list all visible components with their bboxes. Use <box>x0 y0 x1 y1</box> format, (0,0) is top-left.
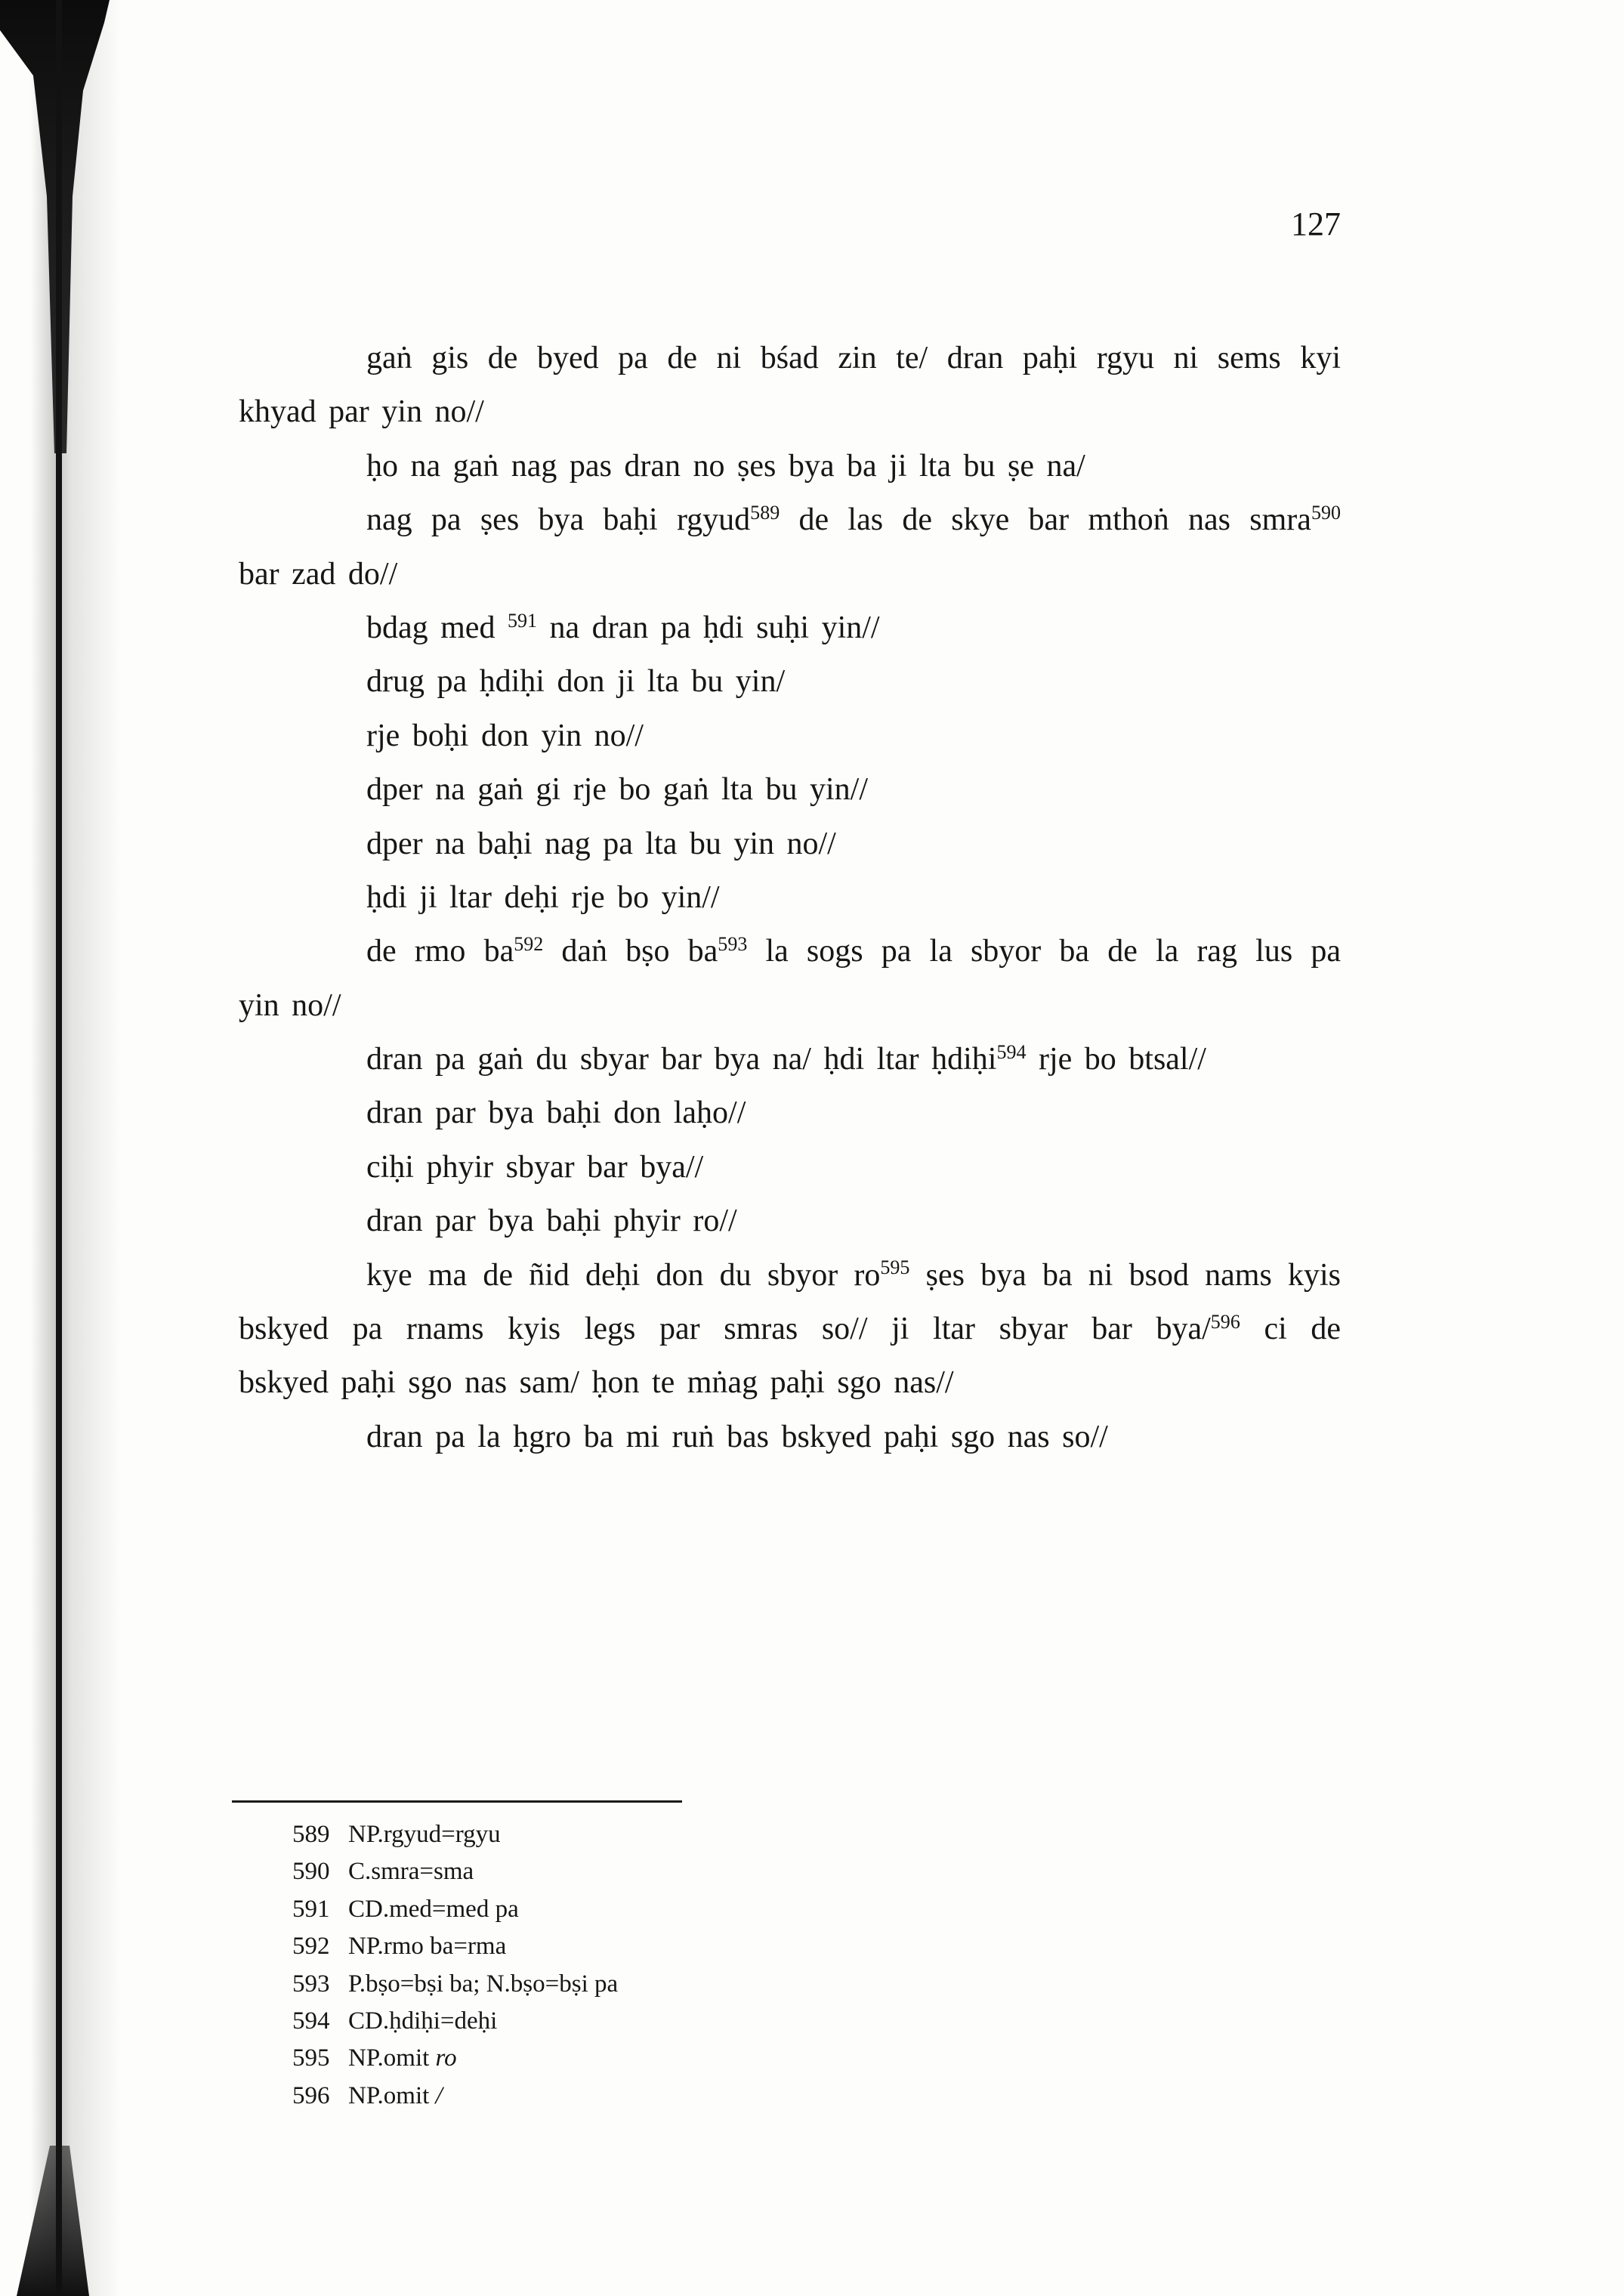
footnote-number: 591 <box>292 1895 330 1923</box>
footnote-divider <box>232 1800 682 1803</box>
footnote-ref: 590 <box>1311 501 1341 524</box>
text-line <box>239 548 1341 601</box>
text-line <box>239 709 1341 763</box>
text-segment: ḥo na gaṅ nag pas dran no ṣes bya ba ji lta bu ṣe na/ <box>366 448 1085 484</box>
footnote-number: 590 <box>292 1858 330 1886</box>
text-line <box>239 440 1341 493</box>
footnote-text: NP.rgyud=rgyu <box>348 1821 501 1848</box>
text-segment: yin no// <box>239 987 341 1023</box>
text-segment: na dran pa ḥdi suḥi yin// <box>537 610 880 645</box>
footnote-text-italic: / <box>435 2081 443 2109</box>
binding-gutter-line <box>56 0 62 2296</box>
footnote-number: 592 <box>292 1933 330 1961</box>
text-segment: dran pa la ḥgro ba mi ruṅ bas bskyed paḥi sgo nas so// <box>366 1419 1108 1454</box>
footnote-number: 589 <box>292 1821 330 1848</box>
text-segment: ci de <box>1240 1312 1341 1347</box>
text-line <box>239 601 1341 655</box>
footnote-item <box>292 1816 897 1853</box>
text-line <box>239 1249 1341 1303</box>
footnote-ref: 592 <box>514 932 544 955</box>
footnote-item <box>292 2078 897 2115</box>
text-segment: bskyed pa rnams kyis legs par smras so// ji ltar sbyar bar bya/ <box>239 1312 1211 1347</box>
text-segment: dper na baḥi nag pa lta bu yin no// <box>366 826 836 861</box>
footnote-text <box>348 2078 443 2115</box>
footnote-number: 595 <box>292 2044 330 2072</box>
footnote-ref: 595 <box>880 1256 910 1279</box>
footnote-item <box>292 1853 897 1890</box>
footnote-number: 594 <box>292 2007 330 2035</box>
text-line <box>239 925 1341 978</box>
body-text <box>239 332 1341 1464</box>
text-line <box>239 1194 1341 1248</box>
text-line <box>239 1356 1341 1410</box>
footnote-text: CD.ḥdiḥi=deḥi <box>348 2007 498 2035</box>
text-segment: kye ma de ñid deḥi don du sbyor ro <box>366 1257 881 1293</box>
text-line <box>239 655 1341 709</box>
text-segment: dran par bya baḥi don laḥo// <box>366 1095 746 1131</box>
footnote-text-plain: NP.omit <box>348 2081 436 2109</box>
footnote-text: P.bṣo=bṣi ba; N.bṣo=bṣi pa <box>348 1970 619 1998</box>
text-line <box>239 385 1341 439</box>
footnote-item <box>292 2040 897 2077</box>
text-segment: khyad par yin no// <box>239 394 484 430</box>
footnote-number: 593 <box>292 1970 330 1998</box>
text-segment: ciḥi phyir sbyar bar bya// <box>366 1149 704 1185</box>
footnote-ref: 591 <box>507 609 537 632</box>
text-line <box>239 1141 1341 1194</box>
text-line <box>239 1303 1341 1356</box>
text-segment: la sogs pa la sbyor ba de la rag lus pa <box>747 934 1341 969</box>
text-line <box>239 763 1341 817</box>
footnote-text: NP.rmo ba=rma <box>348 1933 507 1961</box>
text-segment: ḥdi ji ltar deḥi rje bo yin// <box>366 879 720 915</box>
binding-shadow <box>30 0 121 2296</box>
text-line <box>239 493 1341 547</box>
footnote-number: 596 <box>292 2081 330 2109</box>
text-line <box>239 1411 1341 1464</box>
footnote-text-italic: ro <box>435 2044 457 2072</box>
text-segment: daṅ bṣo ba <box>543 934 718 969</box>
footnote-ref: 589 <box>750 501 780 524</box>
text-segment: dran par bya baḥi phyir ro// <box>366 1204 737 1239</box>
footnote-text: CD.med=med pa <box>348 1895 519 1923</box>
footnote-item <box>292 1928 897 1965</box>
page-number: 127 <box>1291 205 1341 243</box>
footnote-item <box>292 2003 897 2040</box>
text-line <box>239 979 1341 1033</box>
text-segment: bar zad do// <box>239 556 398 592</box>
text-segment: dran pa gaṅ du sbyar bar bya na/ ḥdi ltar ḥdiḥi <box>366 1042 997 1077</box>
text-segment: bskyed paḥi sgo nas sam/ ḥon te mṅag paḥi sgo nas// <box>239 1365 954 1401</box>
footnotes <box>292 1816 897 2115</box>
text-segment: ṣes bya ba ni bsod nams kyis <box>909 1257 1341 1293</box>
footnote-text: C.smra=sma <box>348 1858 474 1886</box>
text-segment: rje bo btsal// <box>1026 1042 1206 1077</box>
text-segment: gaṅ gis de byed pa de ni bśad zin te/ dran paḥi rgyu ni sems kyi <box>366 341 1341 375</box>
footnote-ref: 593 <box>718 932 748 955</box>
footnote-ref: 594 <box>996 1040 1027 1063</box>
text-line <box>239 332 1341 385</box>
footnote-item <box>292 1891 897 1928</box>
text-segment: bdag med <box>366 610 508 645</box>
footnote-item <box>292 1966 897 2003</box>
text-line <box>239 817 1341 871</box>
text-line <box>239 1033 1341 1086</box>
footnote-text <box>348 2040 457 2077</box>
footnote-ref: 596 <box>1210 1310 1240 1333</box>
text-segment: dper na gaṅ gi rje bo gaṅ lta bu yin// <box>366 772 869 808</box>
text-segment: de las de skye bar mthoṅ nas smra <box>780 502 1311 538</box>
text-segment: nag pa ṣes bya baḥi rgyud <box>366 502 751 538</box>
text-segment: de rmo ba <box>366 934 514 969</box>
text-line <box>239 1086 1341 1140</box>
footnote-text-plain: NP.omit <box>348 2044 436 2072</box>
text-line <box>239 871 1341 925</box>
text-segment: drug pa ḥdiḥi don ji lta bu yin/ <box>366 664 786 700</box>
text-segment: rje boḥi don yin no// <box>366 718 644 753</box>
